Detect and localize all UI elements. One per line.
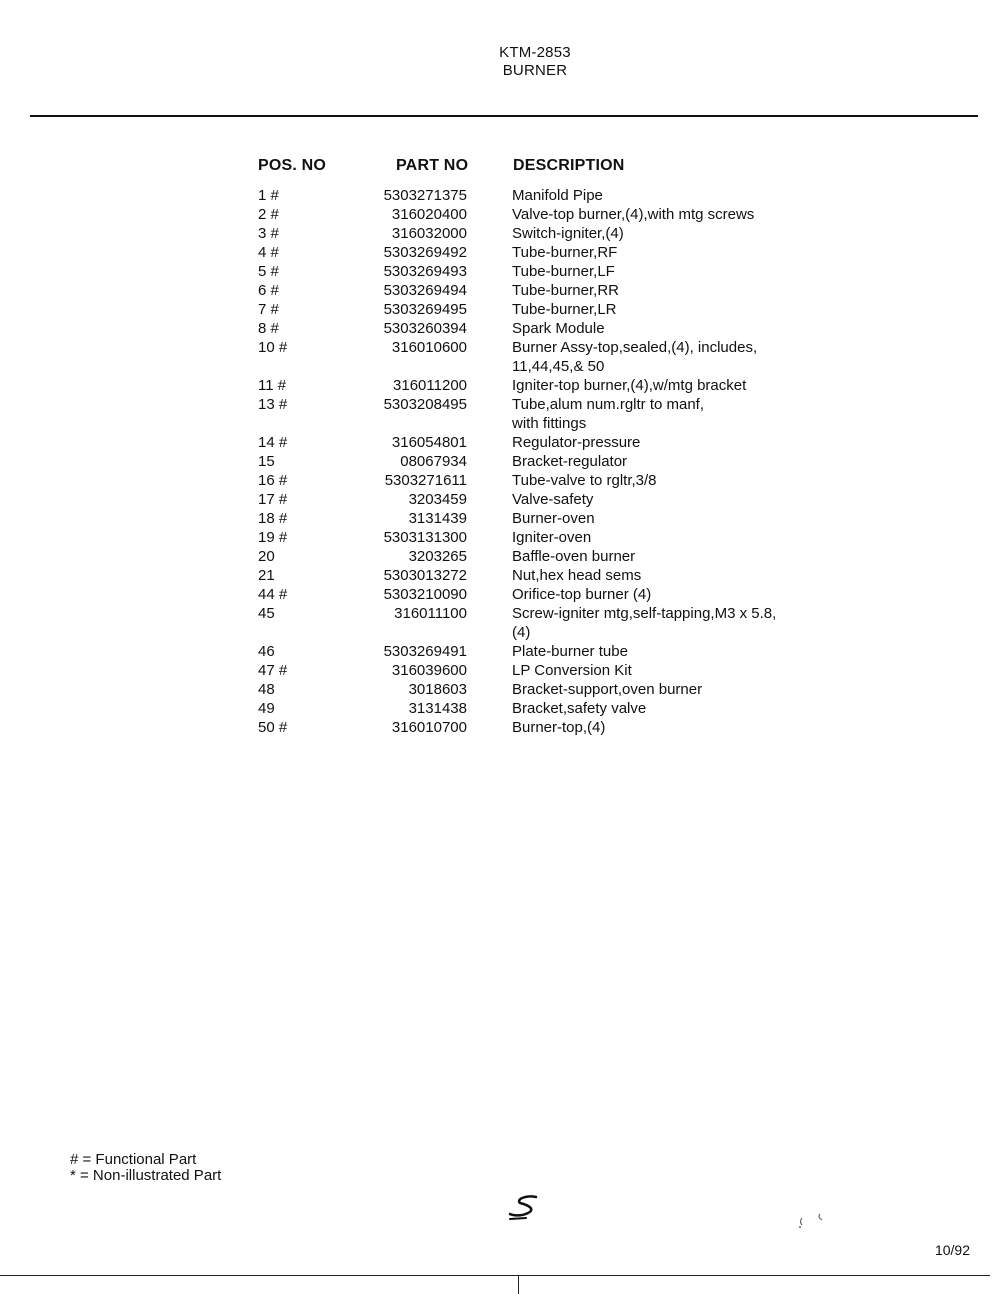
- pos-number: 18 #: [258, 510, 288, 527]
- part-number: 316011200: [393, 377, 467, 394]
- part-description: Tube-burner,RR: [512, 282, 619, 299]
- pos-number: 8 #: [258, 320, 279, 337]
- pos-number: 19 #: [258, 529, 288, 546]
- part-description: Manifold Pipe: [512, 187, 603, 204]
- part-description: Valve-top burner,(4),with mtg screws: [512, 206, 755, 223]
- pos-number: 17 #: [258, 491, 288, 508]
- part-number: 5303269492: [383, 244, 467, 261]
- part-row: [0, 509, 1000, 528]
- part-number: 5303208495: [383, 396, 467, 413]
- column-header-pos: POS. NO: [258, 157, 327, 174]
- part-number: 3018603: [408, 681, 467, 698]
- part-row: [0, 718, 1000, 737]
- pos-number: 10 #: [258, 339, 288, 356]
- part-number: 5303260394: [383, 320, 467, 337]
- section-title: BURNER: [502, 62, 568, 79]
- part-description: Switch-igniter,(4): [512, 225, 624, 242]
- pos-number: 44 #: [258, 586, 288, 603]
- part-row: [0, 566, 1000, 585]
- part-description: Screw-igniter mtg,self-tapping,M3 x 5.8, (4): [512, 605, 777, 641]
- part-number: 3203265: [408, 548, 467, 565]
- part-row: [0, 547, 1000, 566]
- pos-number: 3 #: [258, 225, 279, 242]
- part-row: [0, 376, 1000, 395]
- part-row: [0, 699, 1000, 718]
- top-divider: [30, 115, 978, 117]
- part-number: 316011100: [394, 605, 467, 622]
- part-description: Spark Module: [512, 320, 605, 337]
- part-row: [0, 300, 1000, 319]
- part-description: Tube-valve to rgltr,3/8: [512, 472, 657, 489]
- part-number: 5303271611: [384, 472, 467, 489]
- part-number: 08067934: [400, 453, 467, 470]
- pos-number: 6 #: [258, 282, 279, 299]
- part-row: [0, 452, 1000, 471]
- part-description: Baffle-oven burner: [512, 548, 636, 565]
- pos-number: 7 #: [258, 301, 279, 318]
- part-row: [0, 281, 1000, 300]
- legend-functional: # = Functional Part: [70, 1151, 197, 1168]
- pos-number: 4 #: [258, 244, 279, 261]
- part-row: [0, 585, 1000, 604]
- pos-number: 2 #: [258, 206, 279, 223]
- part-row: [0, 186, 1000, 205]
- part-row: [0, 528, 1000, 547]
- part-row: [0, 224, 1000, 243]
- pos-number: 16 #: [258, 472, 288, 489]
- part-number: 316010700: [391, 719, 467, 736]
- part-number: 316020400: [391, 206, 467, 223]
- pos-number: 14 #: [258, 434, 288, 451]
- part-row: [0, 471, 1000, 490]
- page-date: 10/92: [934, 1242, 970, 1258]
- handwritten-mark: [506, 1193, 542, 1221]
- scan-specks: [794, 1210, 834, 1232]
- part-number: 5303210090: [383, 586, 467, 603]
- legend-non-illustrated: * = Non-illustrated Part: [70, 1167, 222, 1184]
- part-description: Orifice-top burner (4): [512, 586, 652, 603]
- part-description: Valve-safety: [512, 491, 594, 508]
- part-description: LP Conversion Kit: [512, 662, 632, 679]
- part-row: [0, 395, 1000, 433]
- part-row: [0, 490, 1000, 509]
- model-number: KTM-2853: [499, 44, 571, 61]
- part-number: 5303131300: [383, 529, 467, 546]
- part-number: 3131439: [408, 510, 467, 527]
- part-number: 316032000: [391, 225, 467, 242]
- pos-number: 20: [258, 548, 275, 565]
- part-description: Bracket-support,oven burner: [512, 681, 703, 698]
- bottom-center-tick: [518, 1276, 519, 1294]
- part-number: 3131438: [408, 700, 467, 717]
- part-number: 5303013272: [383, 567, 467, 584]
- bottom-divider: [0, 1275, 990, 1276]
- pos-number: 13 #: [258, 396, 288, 413]
- part-description: Tube-burner,LF: [512, 263, 615, 280]
- parts-list: [0, 186, 1000, 737]
- pos-number: 21: [258, 567, 275, 584]
- column-header-description: DESCRIPTION: [513, 157, 625, 174]
- page-header: [0, 44, 1000, 80]
- part-description: Burner-top,(4): [512, 719, 606, 736]
- part-number: 3203459: [408, 491, 467, 508]
- pos-number: 47 #: [258, 662, 288, 679]
- part-row: [0, 604, 1000, 642]
- part-row: [0, 661, 1000, 680]
- part-description: Nut,hex head sems: [512, 567, 642, 584]
- pos-number: 49: [258, 700, 275, 717]
- part-row: [0, 205, 1000, 224]
- column-header-part: PART NO: [396, 157, 469, 174]
- pos-number: 45: [258, 605, 275, 622]
- part-row: [0, 243, 1000, 262]
- part-description: Tube-burner,LR: [512, 301, 617, 318]
- pos-number: 46: [258, 643, 275, 660]
- part-number: 316010600: [391, 339, 467, 356]
- part-description: Plate-burner tube: [512, 643, 628, 660]
- part-description: Igniter-top burner,(4),w/mtg bracket: [512, 377, 747, 394]
- part-row: [0, 680, 1000, 699]
- part-number: 5303271375: [383, 187, 467, 204]
- part-description: Bracket,safety valve: [512, 700, 647, 717]
- part-number: 5303269493: [383, 263, 467, 280]
- part-number: 5303269494: [383, 282, 467, 299]
- legend: [70, 1152, 221, 1184]
- part-row: [0, 642, 1000, 661]
- part-row: [0, 433, 1000, 452]
- pos-number: 1 #: [258, 187, 279, 204]
- part-number: 5303269495: [383, 301, 467, 318]
- pos-number: 15: [258, 453, 275, 470]
- part-description: Burner Assy-top,sealed,(4), includes, 11,44,45,& 50: [512, 339, 758, 375]
- part-row: [0, 338, 1000, 376]
- part-number: 316039600: [391, 662, 467, 679]
- part-description: Tube,alum num.rgltr to manf, with fittings: [512, 396, 705, 432]
- part-description: Regulator-pressure: [512, 434, 641, 451]
- part-description: Igniter-oven: [512, 529, 592, 546]
- part-description: Tube-burner,RF: [512, 244, 618, 261]
- part-description: Burner-oven: [512, 510, 595, 527]
- part-number: 5303269491: [383, 643, 467, 660]
- pos-number: 48: [258, 681, 275, 698]
- pos-number: 50 #: [258, 719, 288, 736]
- part-number: 316054801: [391, 434, 467, 451]
- pos-number: 5 #: [258, 263, 279, 280]
- part-row: [0, 262, 1000, 281]
- part-description: Bracket-regulator: [512, 453, 628, 470]
- part-row: [0, 319, 1000, 338]
- pos-number: 11 #: [258, 377, 287, 394]
